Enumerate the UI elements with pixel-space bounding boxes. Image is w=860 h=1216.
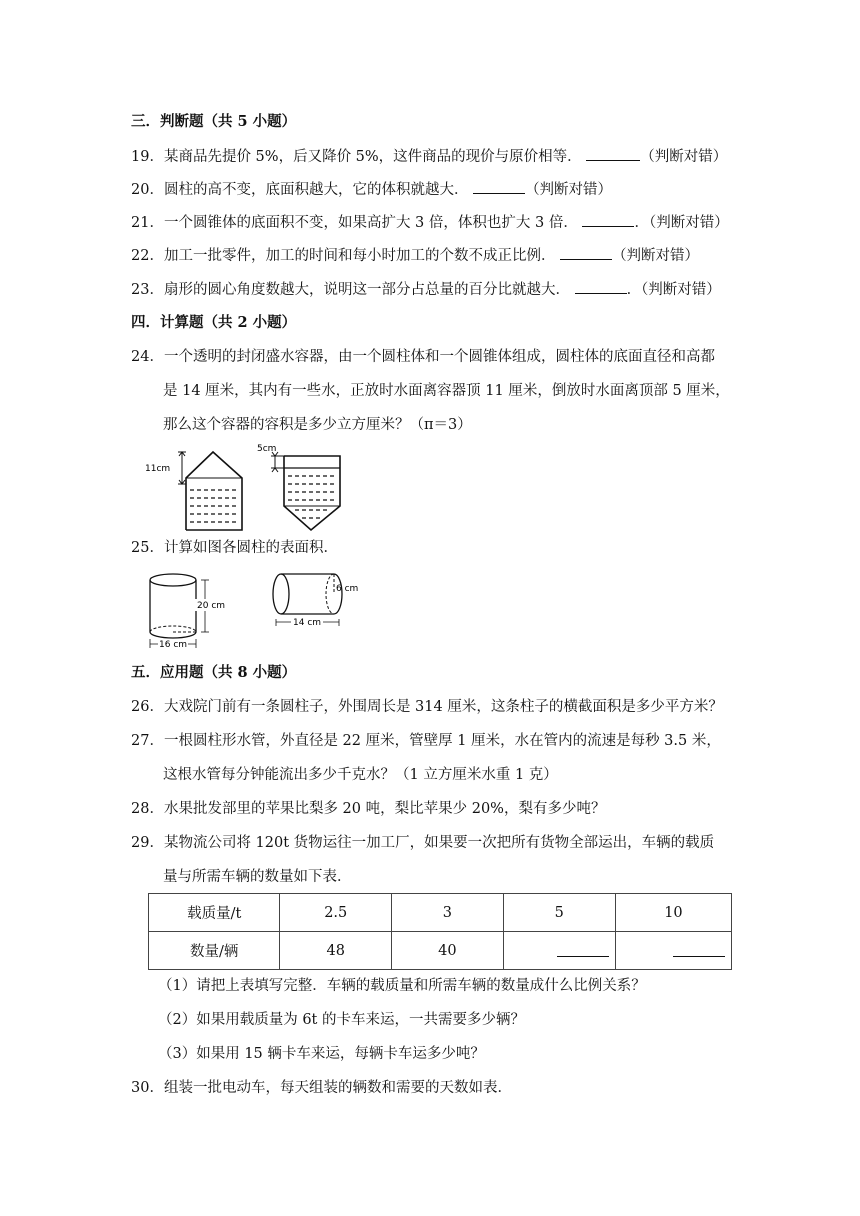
table-cell: 40 (392, 932, 504, 970)
question-number: 27． (131, 733, 164, 749)
table-cell: 48 (280, 932, 392, 970)
question-24-line2: 是 14 厘米，其内有一些水，正放时水面离容器顶 11 厘米，倒放时水面离顶部 5 厘米， (163, 383, 730, 399)
question-text: 水果批发部里的苹果比梨多 20 吨，梨比苹果少 20%，梨有多少吨？ (163, 801, 606, 817)
question-25 (131, 538, 338, 558)
question-21 (131, 212, 729, 233)
question-text: 一个圆锥体的底面积不变，如果高扩大 3 倍，体积也扩大 3 倍． (163, 215, 578, 231)
question-text: 大戏院门前有一条圆柱子，外围周长是 314 厘米，这条柱子的横截面积是多少平方米？ (163, 699, 723, 715)
question-number: 26． (131, 699, 164, 715)
question-24-line1 (131, 347, 715, 367)
question-29-line1 (131, 833, 714, 853)
answer-blank[interactable] (582, 212, 634, 227)
table-cell: 10 (615, 894, 731, 932)
question-number: 19． (131, 149, 164, 165)
question-number: 25． (131, 540, 164, 556)
question-tail: ．（判断对错） (626, 282, 721, 298)
dimension-label-11cm: 11cm (145, 464, 171, 474)
question-29-line2: 量与所需车辆的数量如下表． (163, 869, 352, 885)
question-24-line3: 那么这个容器的容积是多少立方厘米？（π＝3） (163, 417, 472, 433)
question-number: 23． (131, 282, 164, 298)
cylinder-upright (150, 574, 225, 650)
dimension-label-length: 14 cm (293, 618, 322, 628)
question-number: 29． (131, 835, 164, 851)
question-29-sub3: （3）如果用 15 辆卡车来运，每辆卡车运多少吨？ (158, 1046, 485, 1062)
container-figure (145, 440, 355, 535)
question-29-sub1: （1）请把上表填写完整．车辆的载质量和所需车辆的数量成什么比例关系？ (158, 978, 646, 994)
question-number: 21． (131, 215, 164, 231)
cylinders-figure (143, 566, 363, 656)
question-tail: （判断对错） (525, 182, 613, 198)
question-text: 某商品先提价 5%，后又降价 5%，这件商品的现价与原价相等． (163, 149, 582, 165)
dimension-label-height: 20 cm (197, 601, 226, 611)
container-inverted (271, 452, 340, 530)
dimension-label-diameter: 16 cm (159, 640, 188, 650)
load-vehicle-table (148, 893, 732, 970)
table-cell: 3 (392, 894, 504, 932)
question-text: 扇形的圆心角度数越大，说明这一部分占总量的百分比就越大． (163, 282, 570, 298)
question-30 (131, 1078, 512, 1098)
dimension-label-6cm: 6 cm (336, 584, 359, 594)
question-text: 某物流公司将 120t 货物运往一加工厂，如果要一次把所有货物全部运出，车辆的载质 (163, 835, 715, 851)
container-upright (178, 452, 242, 530)
dimension-label-5cm: 5cm (257, 444, 277, 454)
question-26 (131, 697, 723, 717)
answer-blank[interactable] (575, 279, 627, 294)
section-heading-judgement: 三．判断题（共 5 小题） (131, 113, 297, 130)
question-tail: （判断对错） (640, 149, 728, 165)
question-text: 加工一批零件，加工的时间和每小时加工的个数不成正比例． (163, 248, 556, 264)
answer-blank[interactable] (673, 940, 725, 957)
table-cell-blank[interactable] (503, 932, 615, 970)
question-text: 一根圆柱形水管，外直径是 22 厘米，管壁厚 1 厘米，水在管内的流速是每秒 3.5 米， (163, 733, 721, 749)
question-number: 28． (131, 801, 164, 817)
question-text: 组装一批电动车，每天组装的辆数和需要的天数如表． (163, 1080, 512, 1096)
question-27-line2: 这根水管每分钟能流出多少千克水？（1 立方厘米水重 1 克） (163, 767, 558, 783)
question-tail: ．（判断对错） (634, 215, 729, 231)
question-number: 24． (131, 349, 164, 365)
table-cell: 数量/辆 (149, 932, 280, 970)
section-heading-application: 五．应用题（共 8 小题） (131, 664, 297, 681)
table-row (149, 894, 732, 932)
table-row (149, 932, 732, 970)
question-23 (131, 279, 721, 300)
question-27-line1 (131, 731, 721, 751)
section-heading-calculation: 四．计算题（共 2 小题） (131, 314, 297, 331)
answer-blank[interactable] (586, 146, 640, 161)
answer-blank[interactable] (557, 940, 609, 957)
question-20 (131, 179, 612, 200)
question-number: 22． (131, 248, 164, 264)
table-cell: 5 (503, 894, 615, 932)
answer-blank[interactable] (560, 245, 612, 260)
question-22 (131, 245, 699, 266)
question-19 (131, 146, 727, 167)
table-cell: 2.5 (280, 894, 392, 932)
table-cell-blank[interactable] (615, 932, 731, 970)
question-text: 一个透明的封闭盛水容器，由一个圆柱体和一个圆锥体组成，圆柱体的底面直径和高都 (163, 349, 715, 365)
question-number: 30． (131, 1080, 164, 1096)
question-number: 20． (131, 182, 164, 198)
question-29-sub2: （2）如果用载质量为 6t 的卡车来运，一共需要多少辆？ (158, 1012, 525, 1028)
question-tail: （判断对错） (612, 248, 700, 264)
cylinder-horizontal (273, 574, 358, 628)
question-28 (131, 799, 605, 819)
question-text: 计算如图各圆柱的表面积． (163, 540, 338, 556)
question-text: 圆柱的高不变，底面积越大，它的体积就越大． (163, 182, 469, 198)
answer-blank[interactable] (473, 179, 525, 194)
table-cell: 载质量/t (149, 894, 280, 932)
